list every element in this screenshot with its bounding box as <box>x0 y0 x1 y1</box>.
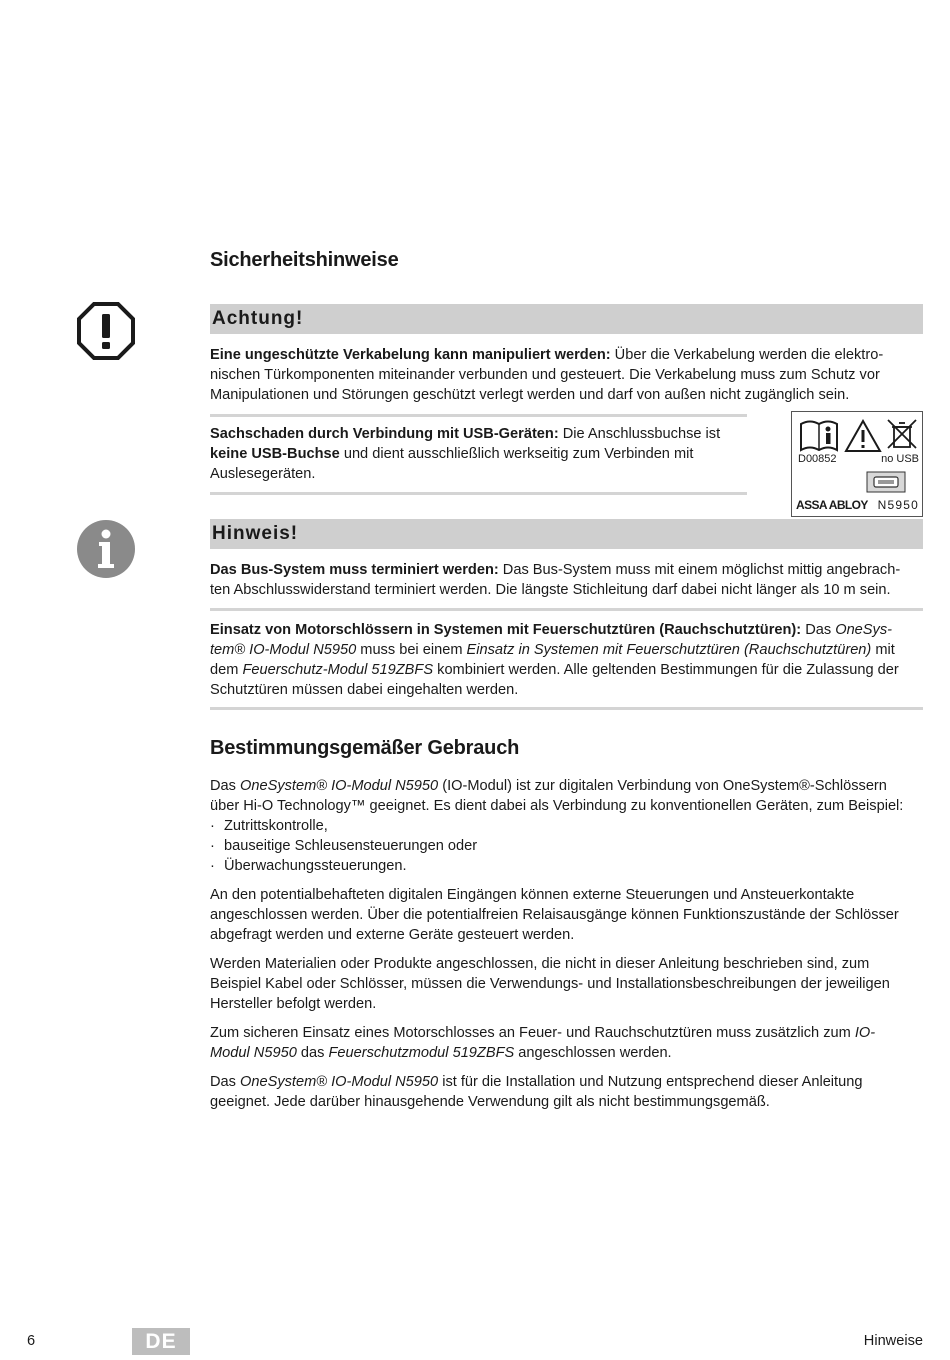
label-brand: ASSA ABLOY <box>796 498 868 512</box>
divider <box>210 414 747 417</box>
usage-p4-italic-2: Modul N5950 <box>210 1045 297 1061</box>
divider <box>210 707 923 710</box>
caution-title: Achtung! <box>212 308 304 329</box>
usage-p2-line3: abgefragt werden und externe Geräte gesteuert werden. <box>210 927 575 943</box>
fire-text-4: dem <box>210 662 239 678</box>
bullet-text: Zutrittskontrolle, <box>224 818 328 834</box>
usage-p3-line3: Hersteller befolgt werden. <box>210 996 377 1012</box>
divider <box>210 492 747 495</box>
bus-text-line1: Das Bus-System muss mit einem möglichst mittig angebrach- <box>502 562 901 578</box>
footer-section-title: Hinweise <box>863 1333 923 1349</box>
note-paragraph-bus <box>210 560 923 600</box>
usage-p1-italic: OneSystem® IO-Modul N5950 <box>240 778 439 794</box>
bus-text-line2: ten Abschlusswiderstand terminiert werden. Die längste Stichleitung darf dabei nicht länger als 10 m sein. <box>210 582 891 598</box>
section-heading-usage: Bestimmungsgemäßer Gebrauch <box>210 737 520 759</box>
bullet-text: bauseitige Schleusensteuerungen oder <box>224 838 478 854</box>
manual-info-icon <box>798 418 840 454</box>
usage-p5-text-2: ist für die Installation und Nutzung entsprechend dieser Anleitung <box>442 1074 863 1090</box>
info-icon <box>77 520 135 578</box>
usage-p5-text-1: Das <box>210 1074 236 1090</box>
usb-text-3: Auslesegeräten. <box>210 466 316 482</box>
usage-p1-text-1: Das <box>210 778 236 794</box>
list-item <box>210 816 923 836</box>
caution-paragraph-wiring <box>210 345 923 405</box>
bullet-dot: · <box>210 838 215 854</box>
bullet-dot: · <box>210 858 215 874</box>
fire-italic-3: Einsatz in Systemen mit Feuerschutztüren (Rauchschutztüren) <box>466 642 872 658</box>
usage-p4-italic-1: IO- <box>854 1025 876 1041</box>
usb-bold-lead: Sachschaden durch Verbindung mit USB-Geräten: <box>210 426 559 442</box>
usage-p4-text-1: Zum sicheren Einsatz eines Motorschlosses an Feuer- und Rauchschutztüren muss zusätzlich zum <box>210 1025 851 1041</box>
fire-text-3: mit <box>875 642 895 658</box>
divider <box>210 608 923 611</box>
fire-italic-4: Feuerschutz-Modul 519ZBFS <box>242 662 434 678</box>
fire-text-5: kombiniert werden. Alle geltenden Bestimmungen für die Zulassung der <box>437 662 899 678</box>
list-item <box>210 836 923 856</box>
usage-p3-line1: Werden Materialien oder Produkte angeschlossen, die nicht in dieser Anleitung beschrieben sind, zum <box>210 956 870 972</box>
usage-p1-line2: über Hi-O Technology™ geeignet. Es dient dabei als Verbindung zu konventionellen Geräten, zum Beispiel: <box>210 798 904 814</box>
note-paragraph-fire-doors <box>210 620 923 700</box>
usage-p5-line2: geeignet. Jede darüber hinausgehende Verwendung gilt als nicht bestimmungsgemäß. <box>210 1094 770 1110</box>
warning-triangle-icon <box>844 419 882 453</box>
note-title: Hinweis! <box>212 523 299 544</box>
fire-bold-lead: Einsatz von Motorschlössern in Systemen mit Feuerschutztüren (Rauchschutztüren): <box>210 622 802 638</box>
fire-italic-2: tem® IO-Modul N5950 <box>210 642 357 658</box>
usage-p5-italic: OneSystem® IO-Modul N5950 <box>240 1074 439 1090</box>
label-no-usb: no USB <box>881 453 919 465</box>
wiring-text-line3: Manipulationen und Störungen geschützt verlegt werden und darf von außen nicht zugänglich sein. <box>210 387 850 403</box>
usage-p4-italic-3: Feuerschutzmodul 519ZBFS <box>328 1045 515 1061</box>
fire-text-6: Schutztüren müssen dabei eingehalten werden. <box>210 682 519 698</box>
wiring-text-line2: nischen Türkomponenten miteinander verbunden und gesteuert. Die Verkabelung muss zum Schutz vor <box>210 367 880 383</box>
bus-bold-lead: Das Bus-System muss terminiert werden: <box>210 562 499 578</box>
usage-p3-line2: Beispiel Kabel oder Schlösser, müssen die Verwendungs- und Installationsbeschreibungen der jeweiligen <box>210 976 890 992</box>
label-model: N5950 <box>877 498 919 512</box>
label-code: D00852 <box>798 453 837 465</box>
usb-bold-no-usb: keine USB-Buchse <box>210 446 340 462</box>
usage-p2-line1: An den potentialbehafteten digitalen Eingängen können externe Steuerungen und Ansteuerkontakte <box>210 887 855 903</box>
usage-p2-line2: angeschlossen werden. Über die potentialfreien Relaisausgänge können Funktionszustände der Schlösser <box>210 907 899 923</box>
usage-p4-text-3: angeschlossen werden. <box>518 1045 672 1061</box>
usage-p4-text-2: das <box>300 1045 325 1061</box>
list-item <box>210 856 923 876</box>
usage-bullet-list <box>210 816 923 876</box>
usb-text-1: Die Anschlussbuchse ist <box>562 426 721 442</box>
usage-p1-text-2: (IO-Modul) ist zur digitalen Verbindung von OneSystem®-Schlössern <box>442 778 887 794</box>
page-number: 6 <box>27 1333 36 1349</box>
fire-text-2: muss bei einem <box>360 642 463 658</box>
usage-body <box>210 776 923 1112</box>
device-label-image <box>791 411 923 517</box>
wiring-text-line1: Über die Verkabelung werden die elektro- <box>614 347 884 363</box>
fire-text-1: Das <box>805 622 832 638</box>
caution-paragraph-usb <box>210 424 750 484</box>
usb-text-2: und dient ausschließlich werkseitig zum Verbinden mit <box>343 446 694 462</box>
caution-title-bar <box>210 304 923 334</box>
language-badge: DE <box>132 1328 190 1355</box>
warning-octagon-icon <box>77 302 135 360</box>
note-title-bar <box>210 519 923 549</box>
usb-port-icon <box>866 471 906 493</box>
section-heading-safety: Sicherheitshinweise <box>210 249 399 271</box>
bullet-text: Überwachungssteuerungen. <box>224 858 407 874</box>
fire-italic-1: OneSys- <box>835 622 892 638</box>
wiring-bold-lead: Eine ungeschützte Verkabelung kann manipuliert werden: <box>210 347 611 363</box>
bullet-dot: · <box>210 818 215 834</box>
weee-disposal-icon <box>886 418 918 450</box>
